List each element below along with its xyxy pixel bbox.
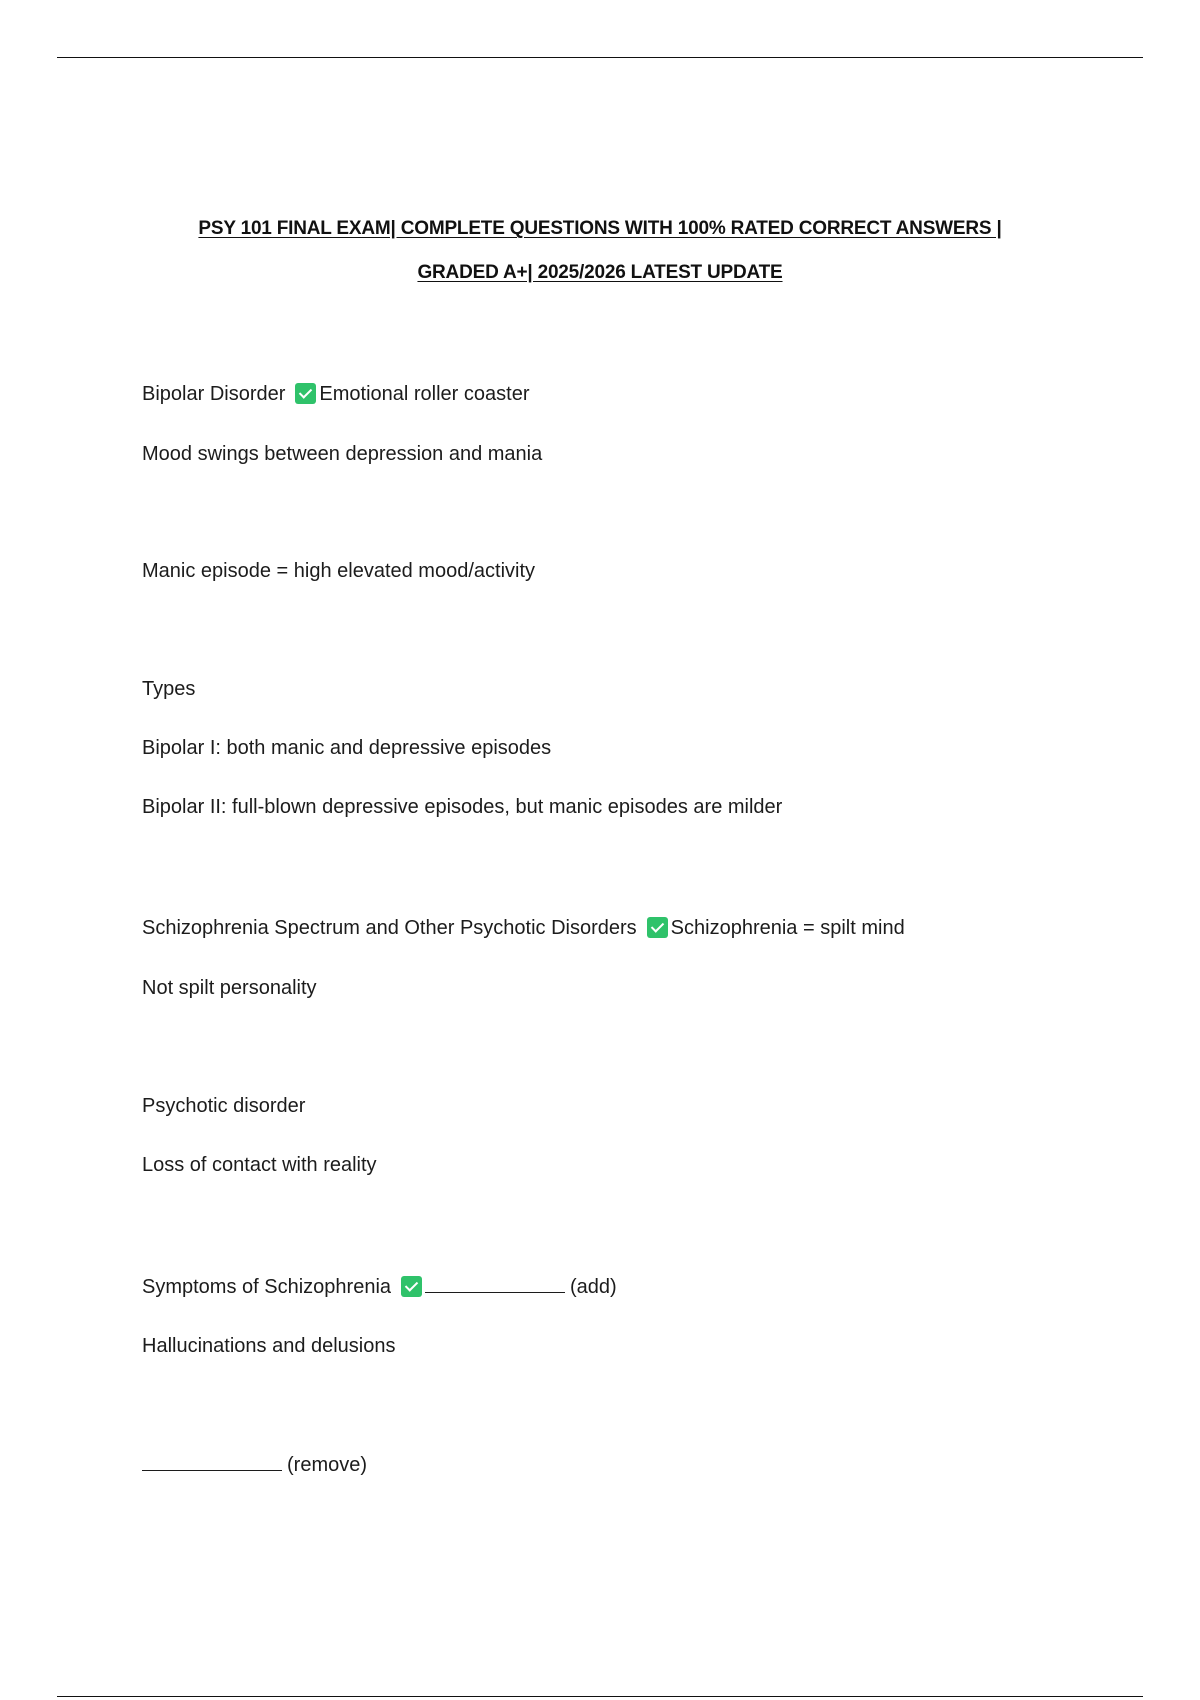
body-line: Psychotic disorder: [142, 1095, 306, 1117]
question-text: Schizophrenia Spectrum and Other Psychotic Disorders: [142, 917, 637, 939]
body-line: Loss of contact with reality: [142, 1154, 377, 1176]
green-checkmark-icon: [401, 1276, 422, 1297]
body-line: Types: [142, 678, 196, 700]
green-checkmark-icon: [647, 917, 668, 938]
question-text: Bipolar Disorder: [142, 383, 286, 405]
document-title-line-2: GRADED A+| 2025/2026 LATEST UPDATE: [417, 262, 783, 283]
document-title-line-1: PSY 101 FINAL EXAM| COMPLETE QUESTIONS WITH 100% RATED CORRECT ANSWERS |: [198, 218, 1002, 239]
qa-line-schizophrenia-spectrum: [142, 916, 905, 940]
body-line: Bipolar I: both manic and depressive episodes: [142, 737, 552, 759]
body-line: Hallucinations and delusions: [142, 1335, 396, 1357]
header-rule: [57, 57, 1143, 58]
footer-rule: [57, 1696, 1143, 1697]
body-line: Manic episode = high elevated mood/activity: [142, 560, 536, 582]
answer-text: Schizophrenia = spilt mind: [670, 917, 905, 939]
answer-text: Emotional roller coaster: [319, 383, 530, 405]
green-checkmark-icon: [295, 383, 316, 404]
body-line: Mood swings between depression and mania: [142, 443, 543, 465]
blank-line-remove: [142, 1452, 367, 1477]
question-text: Symptoms of Schizophrenia: [142, 1276, 392, 1298]
fill-in-blank: [142, 1452, 282, 1471]
blank-label: (remove): [287, 1454, 368, 1476]
qa-line-symptoms-of-schizophrenia: [142, 1274, 617, 1299]
body-line: Bipolar II: full-blown depressive episodes, but manic episodes are milder: [142, 796, 783, 818]
qa-line-bipolar-disorder: [142, 382, 529, 406]
answer-text: (add): [570, 1276, 617, 1298]
body-line: Not spilt personality: [142, 977, 317, 999]
fill-in-blank: [425, 1274, 565, 1293]
